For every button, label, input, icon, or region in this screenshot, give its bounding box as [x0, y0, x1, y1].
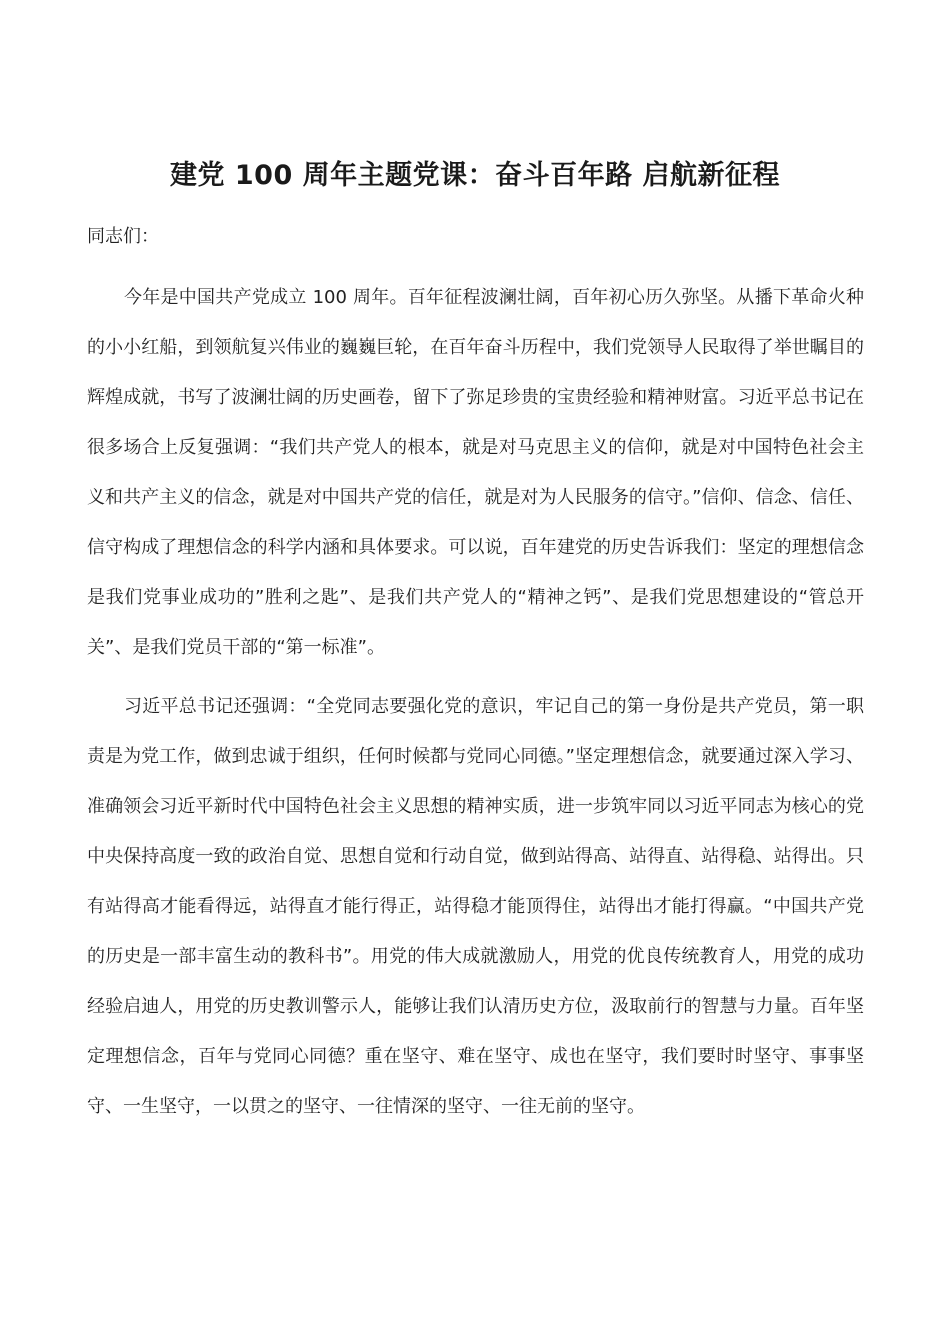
- paragraph-2: 习近平总书记还强调：“全党同志要强化党的意识，牢记自己的第一身份是共产党员，第一职责是为党工作，做到忠诚于组织，任何时候都与党同心同德。”坚定理想信念，就要通过深入学习、准确领会习近平新时代中国特色社会主义思想的精神实质，进一步筑牢同以习近平同志为核心的党中央保持高度一致的政治自觉、思想自觉和行动自觉，做到站得高、站得直、站得稳、站得出。只有站得高才能看得远，站得直才能行得正，站得稳才能顶得住，站得出才能打得赢。“中国共产党的历史是一部丰富生动的教科书”。用党的伟大成就激励人，用党的优良传统教育人，用党的成功经验启迪人，用党的历史教训警示人，能够让我们认清历史方位，汲取前行的智慧与力量。百年坚定理想信念，百年与党同心同德？重在坚守、难在坚守、成也在坚守，我们要时时坚守、事事坚守、一生坚守，一以贯之的坚守、一往情深的坚守、一往无前的坚守。: [87, 696, 864, 1117]
- paragraph-1: 今年是中国共产党成立 100 周年。百年征程波澜壮阔，百年初心历久弥坚。从播下革命火种的小小红船，到领航复兴伟业的巍巍巨轮，在百年奋斗历程中，我们党领导人民取得了举世瞩目的辉煌成就，书写了波澜壮阔的历史画卷，留下了弥足珍贵的宝贵经验和精神财富。习近平总书记在很多场合上反复强调：“我们共产党人的根本，就是对马克思主义的信仰，就是对中国特色社会主义和共产主义的信念，就是对中国共产党的信任，就是对为人民服务的信守。”信仰、信念、信任、信守构成了理想信念的科学内涵和具体要求。可以说，百年建党的历史告诉我们：坚定的理想信念是我们党事业成功的”胜利之匙”、是我们共产党人的“精神之钙”、是我们党思想建设的“管总开关”、是我们党员干部的“第一标准”。: [87, 287, 864, 658]
- greeting: 同志们：: [87, 226, 159, 247]
- document-title: 建党 100 周年主题党课：奋斗百年路 启航新征程: [169, 160, 781, 191]
